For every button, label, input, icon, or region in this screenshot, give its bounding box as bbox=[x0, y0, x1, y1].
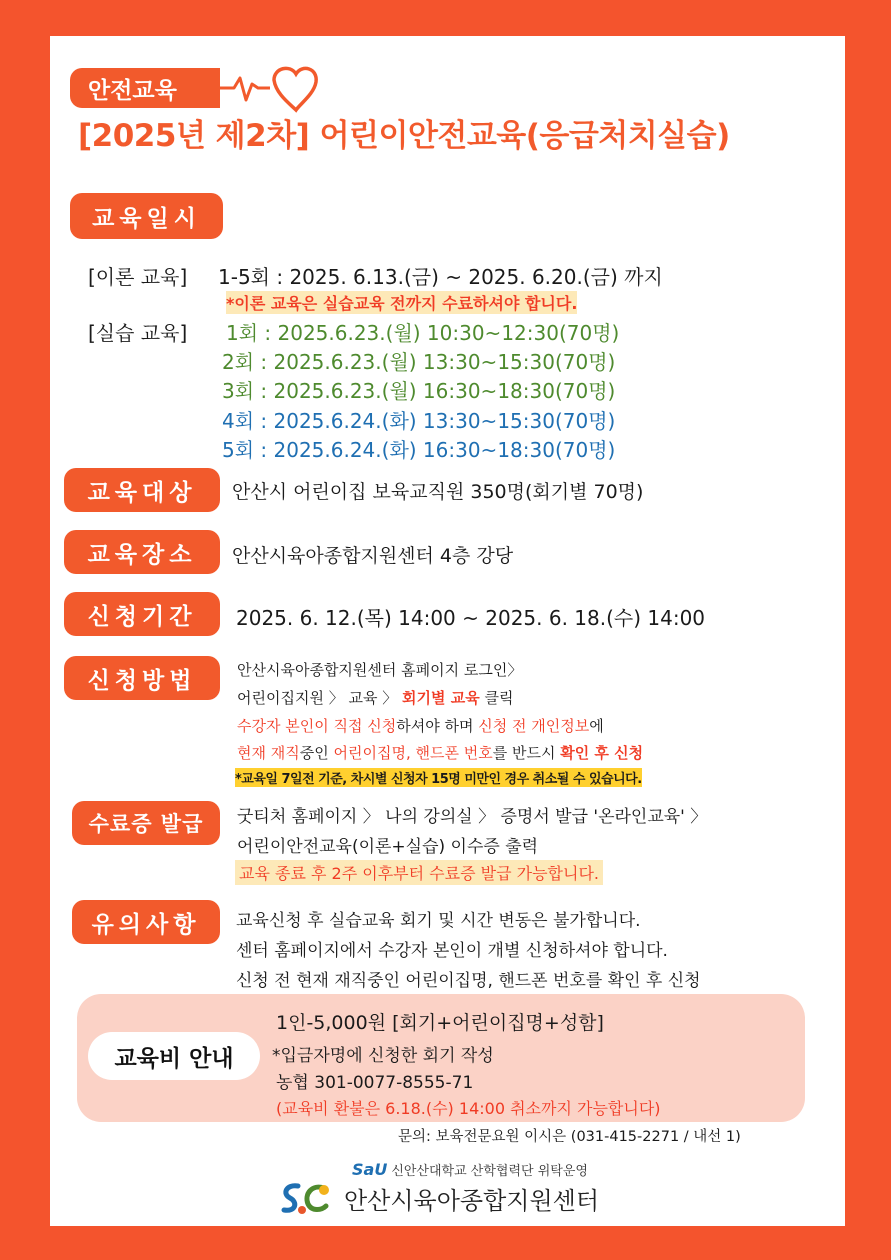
method-path: 어린이집지원 〉 교육 〉 bbox=[237, 689, 398, 707]
method-privacy: 신청 전 개인정보 bbox=[478, 717, 590, 735]
practice-label: [실습 교육] bbox=[88, 321, 188, 345]
certificate-label: 수료증 발급 bbox=[72, 801, 220, 845]
method-line-3 bbox=[237, 715, 604, 736]
theory-label: [이론 교육] bbox=[88, 265, 188, 289]
schedule-label: 교육일시 bbox=[70, 193, 223, 239]
session-3: 3회 : 2025.6.23.(월) 16:30~18:30(70명) bbox=[222, 379, 616, 403]
session-5: 5회 : 2025.6.24.(화) 16:30~18:30(70명) bbox=[222, 438, 616, 462]
session-2: 2회 : 2025.6.23.(월) 13:30~15:30(70명) bbox=[222, 350, 616, 374]
category-badge bbox=[70, 68, 220, 108]
operator-line bbox=[352, 1160, 588, 1179]
contact-info: 문의: 보육전문요원 이시은 (031-415-2271 / 내선 1) bbox=[398, 1129, 741, 1145]
method-suffix: 에 bbox=[589, 717, 604, 735]
theory-note: *이론 교육은 실습교육 전까지 수료하셔야 합니다. bbox=[226, 291, 577, 314]
certificate-line-1: 굿티처 홈페이지 〉 나의 강의실 〉 증명서 발급 '온라인교육' 〉 bbox=[237, 807, 708, 827]
method-line-1: 안산시육아종합지원센터 홈페이지 로그인〉 bbox=[237, 661, 523, 679]
place-label: 교육장소 bbox=[64, 530, 220, 574]
notice-line-1: 교육신청 후 실습교육 회기 및 시간 변동은 불가합니다. bbox=[236, 911, 641, 931]
target-label: 교육대상 bbox=[64, 468, 220, 512]
period-label: 신청기간 bbox=[64, 592, 220, 636]
certificate-note: 교육 종료 후 2주 이후부터 수료증 발급 가능합니다. bbox=[235, 860, 603, 885]
place-text: 안산시육아종합지원센터 4층 강당 bbox=[232, 545, 514, 567]
method-confirm: 확인 후 신청 bbox=[560, 744, 644, 762]
center-logo-line bbox=[278, 1180, 599, 1216]
method-info: 어린이집명, 핸드폰 번호 bbox=[333, 744, 493, 762]
notice-label: 유의사항 bbox=[72, 900, 220, 944]
category-label: 안전교육 bbox=[88, 77, 177, 104]
method-label: 신청방법 bbox=[64, 656, 220, 700]
operator-text: 신안산대학교 산학협력단 위탁운영 bbox=[391, 1164, 588, 1179]
certificate-line-2: 어린이안전교육(이론+실습) 이수증 출력 bbox=[237, 837, 539, 857]
page-title: [2025년 제2차] 어린이안전교육(응급처치실습) bbox=[78, 118, 730, 154]
center-logo-icon bbox=[278, 1180, 336, 1216]
method-check: 를 반드시 bbox=[492, 744, 556, 762]
method-note: *교육일 7일전 기준, 차시별 신청자 15명 미만인 경우 취소될 수 있습니다. bbox=[235, 768, 642, 787]
notice-line-3: 신청 전 현재 재직중인 어린이집명, 핸드폰 번호를 확인 후 신청 bbox=[236, 971, 701, 991]
method-line-2 bbox=[237, 687, 513, 708]
session-1: 1회 : 2025.6.23.(월) 10:30~12:30(70명) bbox=[226, 321, 620, 345]
method-highlight: 회기별 교육 bbox=[402, 689, 480, 707]
method-in: 중인 bbox=[299, 744, 329, 762]
fee-label: 교육비 안내 bbox=[88, 1032, 260, 1080]
method-must: 하셔야 하며 bbox=[396, 717, 474, 735]
center-name: 안산시육아종합지원센터 bbox=[344, 1186, 600, 1215]
method-line-4 bbox=[237, 742, 643, 763]
fee-line-3: 농협 301-0077-8555-71 bbox=[276, 1073, 474, 1093]
method-click: 클릭 bbox=[484, 689, 514, 707]
notice-line-2: 센터 홈페이지에서 수강자 본인이 개별 신청하셔야 합니다. bbox=[236, 941, 668, 961]
period-text: 2025. 6. 12.(목) 14:00 ~ 2025. 6. 18.(수) 14:00 bbox=[236, 606, 706, 630]
fee-line-4: (교육비 환불은 6.18.(수) 14:00 취소까지 가능합니다) bbox=[276, 1099, 661, 1118]
fee-line-1: 1인-5,000원 [회기+어린이집명+성함] bbox=[276, 1012, 604, 1034]
sau-logo: SaU bbox=[352, 1160, 388, 1179]
method-current: 현재 재직 bbox=[237, 744, 300, 762]
method-self: 수강자 본인이 직접 신청 bbox=[237, 717, 397, 735]
theory-text: 1-5회 : 2025. 6.13.(금) ~ 2025. 6.20.(금) 까지 bbox=[218, 265, 663, 289]
fee-line-2: *입금자명에 신청한 회기 작성 bbox=[272, 1046, 494, 1066]
session-4: 4회 : 2025.6.24.(화) 13:30~15:30(70명) bbox=[222, 409, 616, 433]
target-text: 안산시 어린이집 보육교직원 350명(회기별 70명) bbox=[232, 481, 644, 503]
